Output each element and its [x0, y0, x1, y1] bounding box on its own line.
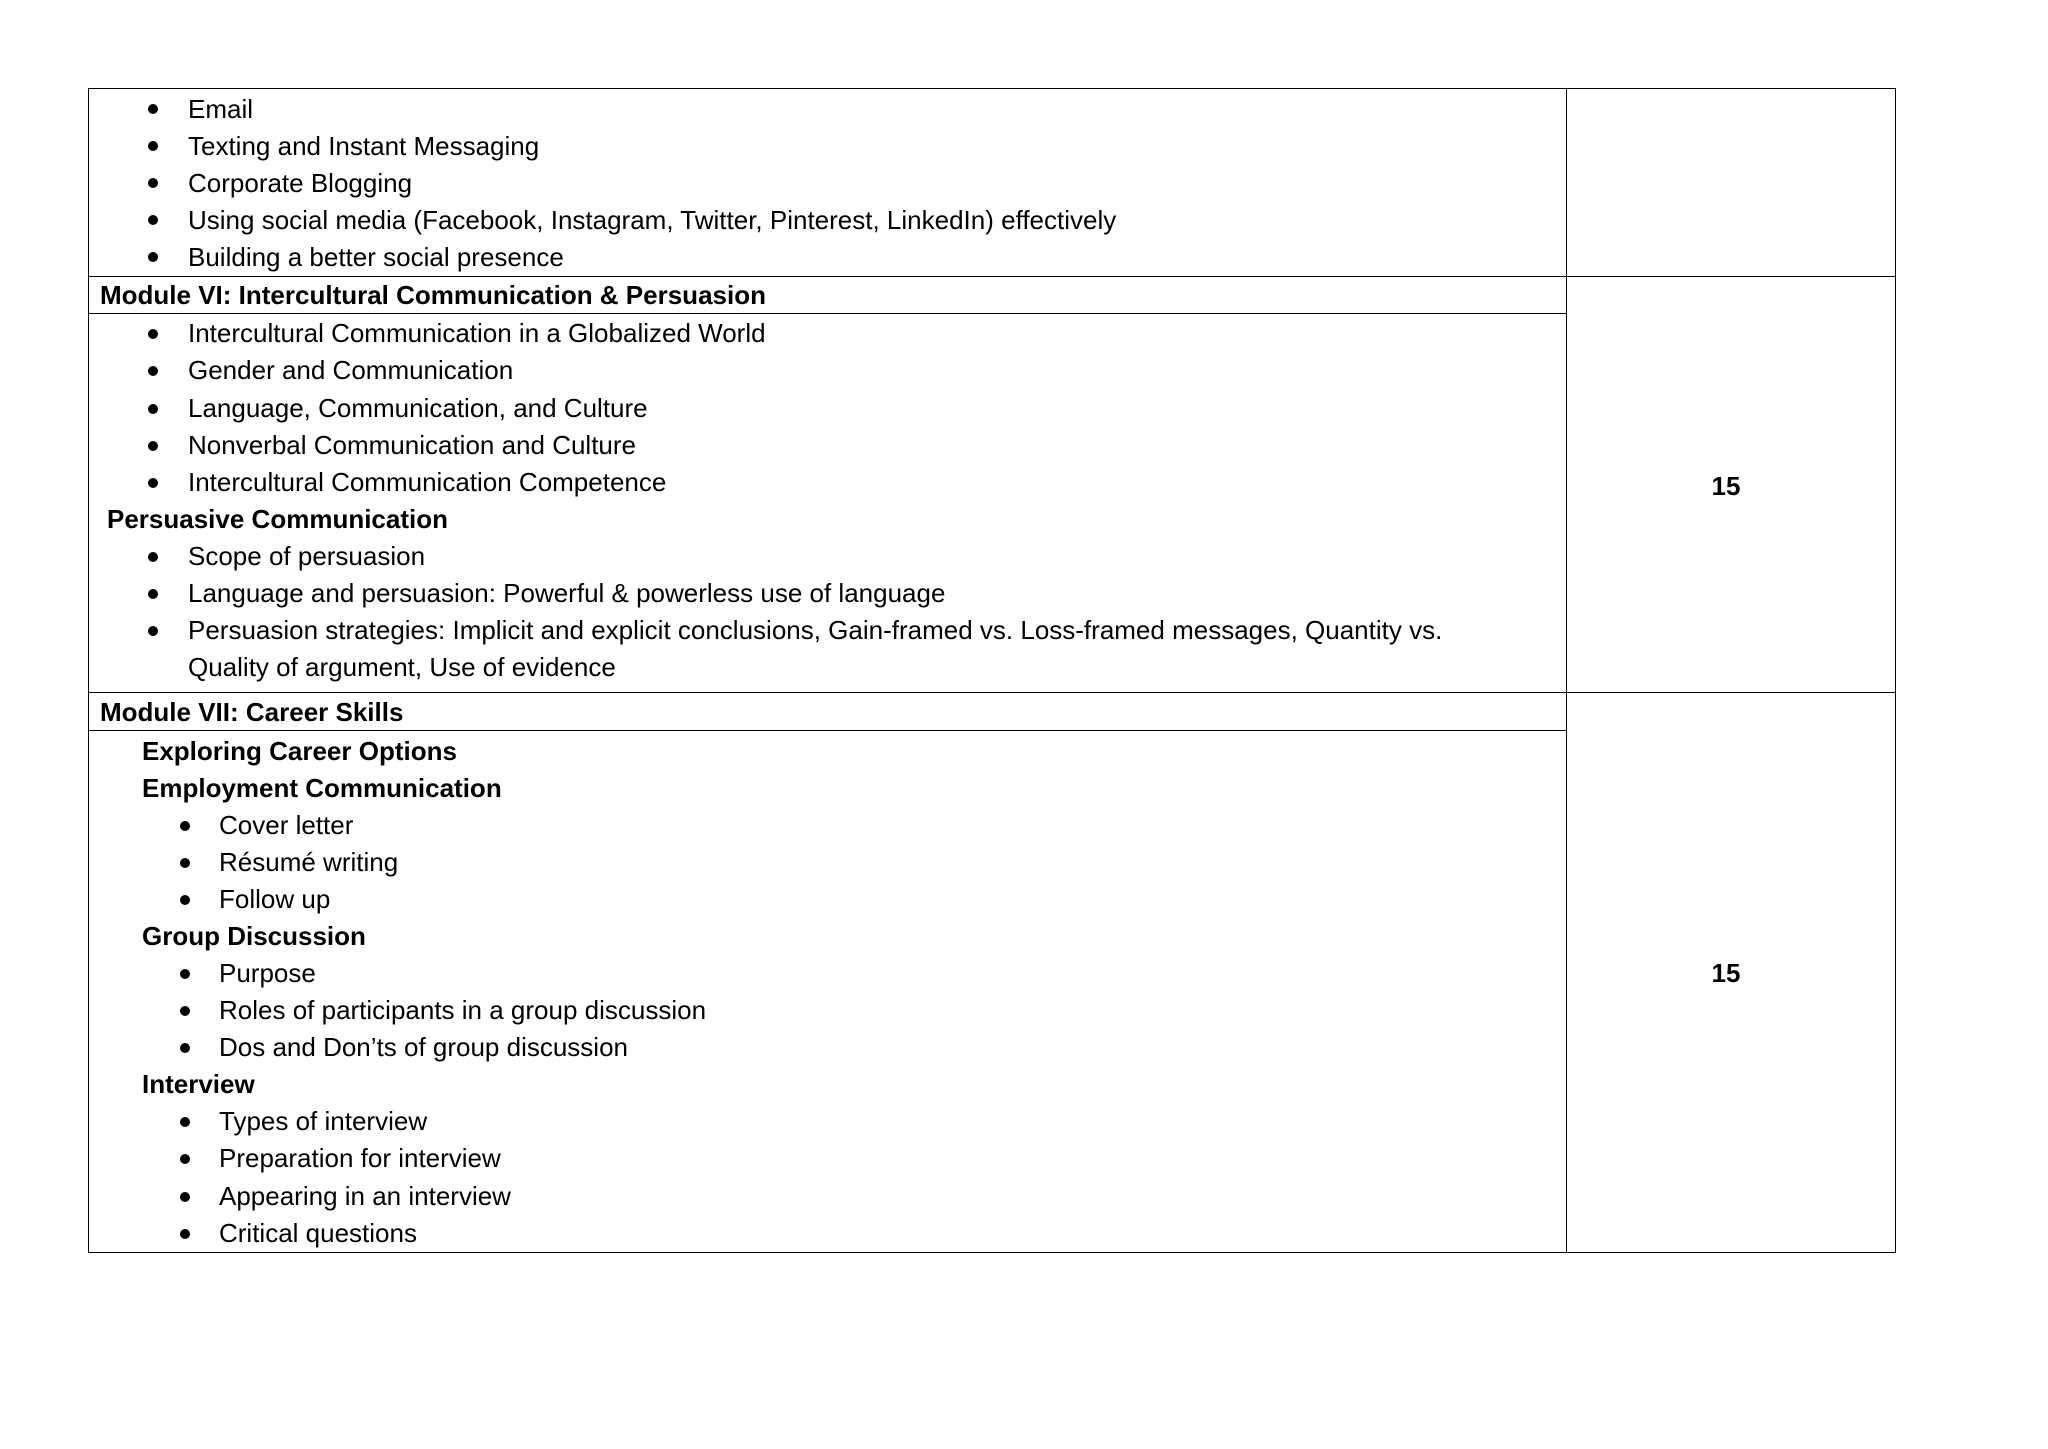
- list-item: Roles of participants in a group discussion: [219, 995, 707, 1025]
- bullet-icon: [148, 104, 158, 114]
- bullet-icon: [148, 141, 158, 151]
- list-item-continuation: Quality of argument, Use of evidence: [188, 652, 616, 682]
- list-item: Appearing in an interview: [219, 1181, 511, 1211]
- bullet-icon: [180, 1117, 190, 1127]
- interview-heading: Interview: [142, 1069, 255, 1099]
- list-item: Scope of persuasion: [188, 541, 426, 571]
- list-item: Follow up: [219, 884, 331, 914]
- bullet-icon: [148, 478, 158, 488]
- bullet-icon: [148, 552, 158, 562]
- module6-title: Module VI: Intercultural Communication & Persuasion: [100, 280, 766, 310]
- group-discussion-heading: Group Discussion: [142, 921, 366, 951]
- bullet-icon: [180, 969, 190, 979]
- bullet-icon: [148, 329, 158, 339]
- row-divider-module6: [88, 276, 1896, 277]
- list-item: Preparation for interview: [219, 1143, 501, 1173]
- column-divider: [1566, 88, 1567, 1253]
- bullet-icon: [180, 1192, 190, 1202]
- bullet-icon: [148, 589, 158, 599]
- bullet-icon: [180, 1043, 190, 1053]
- exploring-career-heading: Exploring Career Options: [142, 736, 457, 766]
- bullet-icon: [180, 858, 190, 868]
- bullet-icon: [148, 441, 158, 451]
- bullet-icon: [180, 1229, 190, 1239]
- list-item: Language and persuasion: Powerful & powerless use of language: [188, 578, 946, 608]
- list-item: Critical questions: [219, 1218, 417, 1248]
- list-item: Building a better social presence: [188, 242, 564, 272]
- persuasive-communication-heading: Persuasive Communication: [107, 504, 448, 534]
- bullet-icon: [148, 626, 158, 636]
- bullet-icon: [148, 215, 158, 225]
- list-item: Language, Communication, and Culture: [188, 393, 648, 423]
- list-item: Gender and Communication: [188, 355, 514, 385]
- list-item: Persuasion strategies: Implicit and explicit conclusions, Gain-framed vs. Loss-framed messages, Quantity vs.: [188, 615, 1443, 645]
- bullet-icon: [148, 178, 158, 188]
- module7-hours: 15: [1711, 958, 1741, 988]
- bullet-icon: [148, 252, 158, 262]
- list-item: Résumé writing: [219, 847, 399, 877]
- list-item: Corporate Blogging: [188, 168, 413, 198]
- list-item: Cover letter: [219, 810, 354, 840]
- module6-title-rule: [88, 313, 1566, 314]
- list-item: Intercultural Communication in a Globalized World: [188, 318, 766, 348]
- bullet-icon: [180, 1006, 190, 1016]
- list-item: Intercultural Communication Competence: [188, 467, 667, 497]
- row-divider-module7: [88, 692, 1896, 693]
- employment-communication-heading: Employment Communication: [142, 773, 502, 803]
- bullet-icon: [148, 404, 158, 414]
- list-item: Using social media (Facebook, Instagram, Twitter, Pinterest, LinkedIn) effectively: [188, 205, 1117, 235]
- module7-title: Module VII: Career Skills: [100, 697, 404, 727]
- list-item: Types of interview: [219, 1106, 428, 1136]
- list-item: Texting and Instant Messaging: [188, 131, 540, 161]
- list-item: Purpose: [219, 958, 316, 988]
- list-item: Nonverbal Communication and Culture: [188, 430, 637, 460]
- module7-title-rule: [88, 730, 1566, 731]
- list-item: Dos and Don’ts of group discussion: [219, 1032, 629, 1062]
- module6-hours: 15: [1711, 471, 1741, 501]
- list-item: Email: [188, 94, 254, 124]
- bullet-icon: [180, 1154, 190, 1164]
- bullet-icon: [180, 895, 190, 905]
- bullet-icon: [148, 366, 158, 376]
- bullet-icon: [180, 821, 190, 831]
